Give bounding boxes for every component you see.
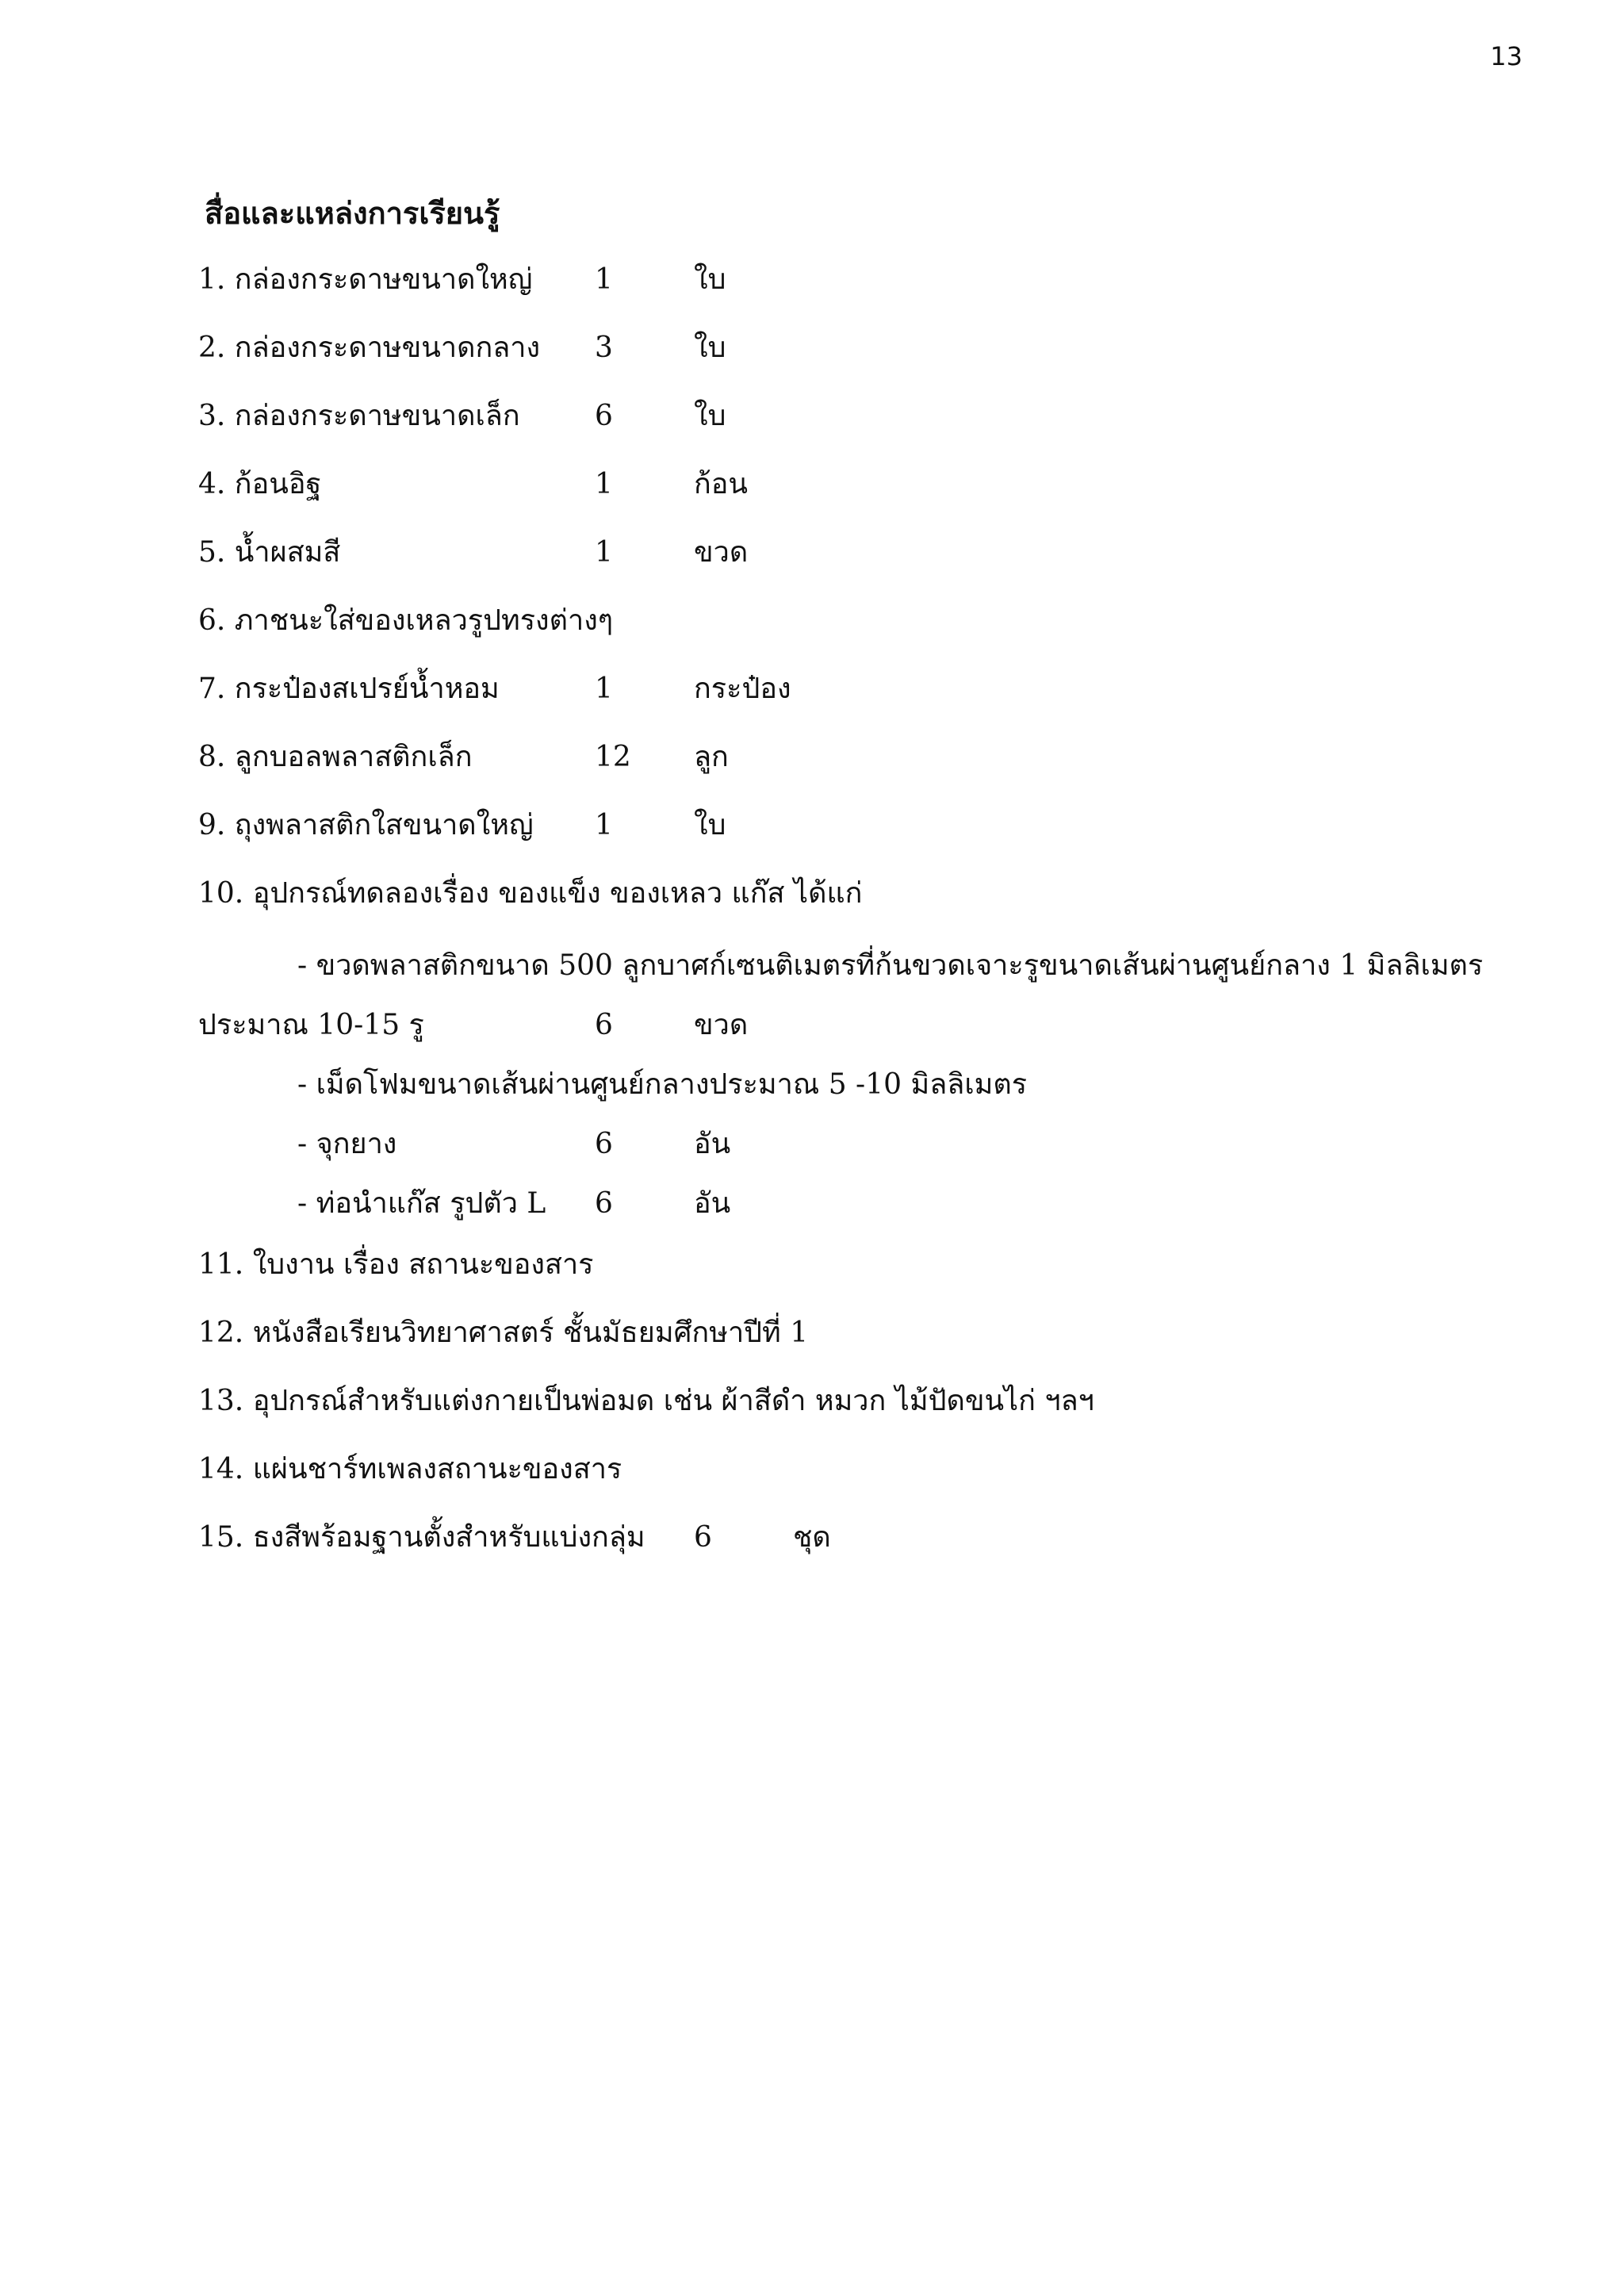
list-item: 4. ก้อนอิฐ xyxy=(198,468,322,500)
list-item: 12. หนังสือเรียนวิทยาศาสตร์ ชั้นมัธยมศึกษาปีที่ 1 xyxy=(198,1317,809,1349)
list-item: 6. ภาชนะใส่ของเหลวรูปทรงต่างๆ xyxy=(198,604,614,637)
item-qty: 1 xyxy=(595,809,613,841)
item-unit: ขวด xyxy=(694,536,749,569)
sub-item-bottle: - ขวดพลาสติกขนาด 500 ลูกบาศก์เซนติเมตรที่ก้นขวดเจาะรูขนาดเส้นผ่านศูนย์กลาง 1 มิลลิเมตร xyxy=(297,949,1484,982)
item-qty: 6 xyxy=(595,1009,613,1041)
list-item: 14. แผ่นชาร์ทเพลงสถานะของสาร xyxy=(198,1453,622,1485)
item-unit: อัน xyxy=(694,1187,731,1220)
list-item: 13. อุปกรณ์สำหรับแต่งกายเป็นพ่อมด เช่น ผ้าสีดำ หมวก ไม้ปัดขนไก่ ฯลฯ xyxy=(198,1385,1094,1417)
item-qty: 12 xyxy=(595,741,631,773)
list-item: 8. ลูกบอลพลาสติกเล็ก xyxy=(198,741,473,773)
item-qty: 6 xyxy=(595,400,613,432)
item-unit: ใบ xyxy=(694,263,726,296)
item-qty: 1 xyxy=(595,468,613,500)
list-item: 10. อุปกรณ์ทดลองเรื่อง ของแข็ง ของเหลว แก๊ส ได้แก่ xyxy=(198,877,863,910)
item-qty: 6 xyxy=(595,1187,613,1220)
list-item: 5. น้ำผสมสี xyxy=(198,536,341,569)
item-qty: 6 xyxy=(595,1128,613,1160)
item-qty: 3 xyxy=(595,332,613,364)
item-unit: ก้อน xyxy=(694,468,749,500)
sub-item-foam: - เม็ดโฟมขนาดเส้นผ่านศูนย์กลางประมาณ 5 -10 มิลลิเมตร xyxy=(297,1068,1028,1101)
section-heading: สื่อและแหล่งการเรียนรู้ xyxy=(205,195,500,231)
item-qty: 1 xyxy=(595,263,613,296)
item-unit: กระป๋อง xyxy=(694,673,791,705)
item-unit: ลูก xyxy=(694,741,729,773)
item-unit: ใบ xyxy=(694,809,726,841)
sub-item-tube: - ท่อนำแก๊ส รูปตัว L xyxy=(297,1187,546,1220)
sub-item-bottle-continued: ประมาณ 10-15 รู xyxy=(198,1009,424,1041)
item-unit: ชุด xyxy=(793,1521,831,1554)
list-item: 15. ธงสีพร้อมฐานตั้งสำหรับแบ่งกลุ่ม xyxy=(198,1521,645,1554)
list-item: 11. ใบงาน เรื่อง สถานะของสาร xyxy=(198,1248,594,1281)
item-unit: ขวด xyxy=(694,1009,749,1041)
list-item: 2. กล่องกระดาษขนาดกลาง xyxy=(198,332,541,364)
page-number: 13 xyxy=(1490,41,1522,71)
item-unit: ใบ xyxy=(694,332,726,364)
list-item: 7. กระป๋องสเปรย์น้ำหอม xyxy=(198,673,500,705)
list-item: 3. กล่องกระดาษขนาดเล็ก xyxy=(198,400,520,432)
item-unit: อัน xyxy=(694,1128,731,1160)
item-qty: 1 xyxy=(595,673,613,705)
sub-item-stopper: - จุกยาง xyxy=(297,1128,397,1160)
item-qty: 6 xyxy=(694,1521,712,1554)
item-qty: 1 xyxy=(595,536,613,569)
list-item: 1. กล่องกระดาษขนาดใหญ่ xyxy=(198,263,533,296)
item-unit: ใบ xyxy=(694,400,726,432)
list-item: 9. ถุงพลาสติกใสขนาดใหญ่ xyxy=(198,809,534,841)
